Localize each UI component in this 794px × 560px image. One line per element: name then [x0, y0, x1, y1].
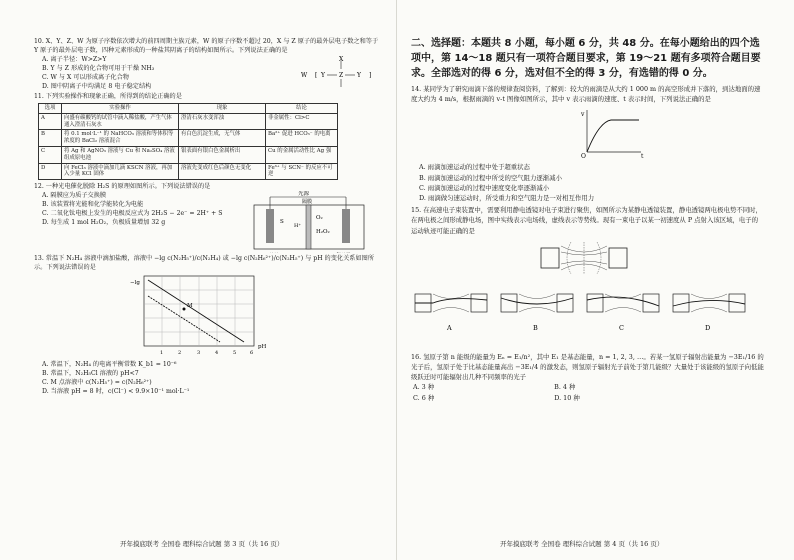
q12-option-b: B. 该装置将光能和化学能转化为电能 — [42, 201, 144, 209]
question-12 — [34, 182, 383, 253]
left-solution-label — [258, 252, 279, 253]
question-16 — [411, 352, 764, 405]
q14-stem: 14. 某同学为了研究雨滴下落的规律查阅资料，了解到：较大的雨滴是从大约 1 000 m 的高空形成并下落的，到达地面的速度大约为 4 m/s，根据雨滴的 v-t 图像如图所示，其中 v 表示雨滴的速度、t 表示时间，下列说法正确的是 — [411, 85, 761, 104]
q14-option-d: D. 雨滴做匀速运动时，所受重力和空气阻力是一对相互作用力 — [419, 194, 595, 203]
table-cell: Ba²⁺ 促进 HCO₃⁻ 的电离 — [266, 130, 338, 147]
q13-stem: 13. 常温下 N₂H₄ 溶液中滴加盐酸，溶液中 −lg c(N₂H₅⁺)/c(N₂H₄) 或 −lg c(N₂H₆²⁺)/c(N₂H₅⁺) 与 pH 的变化关系如图所示。下列说法错误的是 — [34, 255, 375, 272]
table-cell: 将 0.1 mol·L⁻¹ 的 NaHCO₃ 溶液和等体积等浓度的 BaCl₂ 溶液混合 — [62, 130, 179, 147]
table-cell: A — [39, 113, 62, 130]
q10-option-a: A. 离子半径：W>Z>Y — [42, 56, 107, 63]
right-electrode — [342, 209, 350, 243]
q13-option-c: C. M 点溶液中 c(N₂H₅⁺) = c(N₂H₆²⁺) — [42, 379, 152, 387]
t-axis-label: t — [641, 153, 644, 159]
membrane-label: 隔膜 — [302, 199, 313, 206]
right-solution-label — [336, 252, 352, 253]
q11-col-option: 选项 — [39, 104, 62, 114]
left-product-s: S — [280, 219, 284, 226]
table-row — [39, 163, 338, 180]
right-product-o2: O₂ — [316, 215, 323, 222]
table-row — [39, 130, 338, 147]
q10-structure-diagram — [293, 55, 383, 91]
q12-option-c: C. 二氧化钛电极上发生的电极反应式为 2H₂S − 2e⁻ = 2H⁺ + S — [42, 210, 223, 218]
svg-text:]: ] — [369, 72, 372, 79]
q14-option-c: C. 雨滴加速运动的过程中速度变化率逐渐减小 — [419, 183, 550, 192]
q16-stem: 16. 氢原子第 n 能级的能量为 Eₙ = E₁/n²，其中 E₁ 是基态能量，n = 1, 2, 3, …。若某一氢原子辐射出能量为 −3E₁/16 的光子后，氢原子处于比基态能量高出 −3E₁/4 的激发态，则氢原子辐射光子前处于第几能级？大量处于该能级的氢原子向低能级跃迁时可能辐射出几种不同频率的光子 — [411, 352, 764, 382]
table-cell: 向 FeCl₃ 溶液中滴加几滴 KSCN 溶液，再加入少量 KCl 固体 — [62, 163, 179, 180]
x-tick: 6 — [250, 350, 254, 357]
table-cell: 澄清石灰水变浑浊 — [179, 113, 266, 130]
question-15 — [411, 205, 764, 352]
right-page — [397, 0, 794, 560]
table-cell: 非金属性：Cl>C — [266, 113, 338, 130]
x-tick: 4 — [215, 350, 219, 357]
section-two-heading: 二、选择题：本题共 8 小题，每小题 6 分，共 48 分。在每小题给出的四个选项中，第 14～18 题只有一项符合题目要求，第 19～21 题有多项符合题目要求。全部选对的得 6 分，选对但不全的得 3 分，有选错的得 0 分。 — [411, 38, 761, 79]
q14-option-a: A. 雨滴加速运动的过程中处于超重状态 — [419, 163, 530, 172]
q12-option-a: A. 隔膜应为质子交换膜 — [42, 192, 107, 200]
left-electrode — [266, 209, 274, 243]
q16-option-a: A. 3 种 — [413, 383, 435, 392]
q12-option-d: D. 每生成 1 mol H₂O₂，负极质量增加 32 g — [42, 219, 166, 227]
option-label-b: B — [533, 323, 538, 332]
table-cell: 有白色沉淀生成，无气体 — [179, 130, 266, 147]
light-source-label: 光源 — [298, 191, 310, 198]
line-1 — [148, 280, 244, 342]
q16-option-c: C. 6 种 — [413, 394, 435, 403]
table-cell: B — [39, 130, 62, 147]
question-14 — [411, 84, 764, 203]
table-cell: Fe³⁺ 与 SCN⁻ 的反应不可逆 — [266, 163, 338, 180]
trajectory-b — [501, 298, 573, 304]
q16-option-d: D. 10 种 — [554, 394, 580, 403]
q11-col-procedure: 实验操作 — [62, 104, 179, 114]
table-cell: 向盛有碳酸钙的试管中滴入稀盐酸，产生气体通入澄清石灰水 — [62, 113, 179, 130]
x-tick: 1 — [160, 350, 164, 357]
q14-vt-graph — [411, 104, 771, 158]
v-axis-label: v — [581, 111, 585, 119]
q10-option-d: D. 图中阴离子中均满足 8 电子稳定结构 — [42, 83, 152, 90]
point-m-label: M — [187, 303, 193, 310]
q11-stem: 11. 下列实验操作和现象正确，所得到的结论正确的是 — [34, 93, 182, 100]
question-13 — [34, 254, 383, 396]
right-page-footer: 开年摸底联考 全国卷 理科综合试题 第 4 页（共 16 页） — [500, 540, 664, 548]
table-cell: C — [39, 146, 62, 163]
table-cell: 银表面有银白色金属析出 — [179, 146, 266, 163]
svg-text:[: [ — [315, 72, 318, 79]
q11-table-header — [39, 104, 338, 114]
table-row — [39, 146, 338, 163]
table-cell: 将 Ag 和 AgNO₃ 溶液与 Cu 和 Na₂SO₄ 溶液组成原电池 — [62, 146, 179, 163]
membrane — [306, 205, 311, 249]
trajectory-d — [673, 300, 745, 306]
struct-y2: Y — [357, 72, 361, 79]
trajectory-a — [415, 298, 487, 302]
q16-option-b: B. 4 种 — [554, 383, 576, 392]
table-row — [39, 113, 338, 130]
struct-w: W — [301, 72, 308, 79]
option-label-a: A — [447, 323, 452, 332]
q12-cell-diagram — [244, 191, 374, 253]
x-tick: 2 — [178, 350, 182, 357]
q15-stem: 15. 在高速电子束装置中，需要利用静电透镜对电子束进行聚焦，如图所示为某静电透镜装置，静电透镜两电极电势不同时，在两电极之间形成静电场，图中实线表示电场线，虚线表示等势线。现有一束电子以某一初速度从 P 点射入该区域，电子的运动轨迹可能正确的是 — [411, 206, 762, 235]
x-tick: 5 — [233, 350, 237, 357]
q13-option-b: B. 常温下，N₂H₅Cl 溶液的 pH<7 — [42, 370, 139, 378]
q14-option-b: B. 雨滴加速运动的过程中所受的空气阻力逐渐减小 — [419, 173, 562, 182]
struct-x: X — [339, 56, 344, 63]
table-cell: 溶液先变成红色后颜色无变化 — [179, 163, 266, 180]
q15-lens-diagrams — [411, 236, 761, 348]
question-10 — [34, 37, 383, 91]
q10-option-b: B. Y 与 Z 形成的化合物可用于干燥 NH₃ — [42, 65, 155, 72]
q13-option-a: A. 常温下，N₂H₄ 的电离平衡常数 K_b1 = 10⁻⁶ — [42, 361, 177, 369]
x-tick: 3 — [197, 350, 201, 357]
lens-figure-main — [541, 242, 627, 274]
y-axis-label: −lg — [130, 280, 140, 287]
table-cell: Cu 的金属活动性比 Ag 强 — [266, 146, 338, 163]
right-product-h2o2: H₂O₂ — [316, 229, 330, 236]
x-axis-label: pH — [258, 344, 267, 351]
option-label-c: C — [619, 323, 624, 332]
q13-option-d: D. 当溶液 pH = 8 时，c(Cl⁻) < 9.9×10⁻¹ mol·L⁻¹ — [42, 388, 190, 396]
q11-table — [38, 103, 338, 180]
struct-z: Z — [339, 72, 344, 79]
left-page-footer: 开年摸底联考 全国卷 理科综合试题 第 3 页（共 16 页） — [120, 540, 284, 548]
struct-y1: Y — [321, 72, 325, 79]
origin-label: O — [581, 153, 586, 159]
ion-label: H⁺ — [294, 223, 301, 230]
q11-col-conclusion: 结论 — [266, 104, 338, 114]
table-cell: D — [39, 163, 62, 180]
q11-col-phenomenon: 现象 — [179, 104, 266, 114]
question-11 — [34, 92, 383, 180]
vt-curve — [587, 120, 639, 152]
point-m — [183, 308, 186, 311]
q13-ph-plot — [34, 272, 364, 356]
q12-stem: 12. 一种光电催化脱除 H₂S 的原理如图所示。下列说法错误的是 — [34, 183, 211, 191]
q10-option-c: C. W 与 X 可以形成离子化合物 — [42, 74, 129, 81]
q10-stem: 10. X、Y、Z、W 为原子序数依次增大的前四周期主族元素，W 的原子序数不超过 20，X 与 Z 原子的最外层电子数之和等于 Y 原子的最外层电子数，四种元素形成的一种盐其阴离子的结构如图所示。下列说法正确的是 — [34, 38, 379, 54]
option-label-d: D — [705, 323, 711, 332]
